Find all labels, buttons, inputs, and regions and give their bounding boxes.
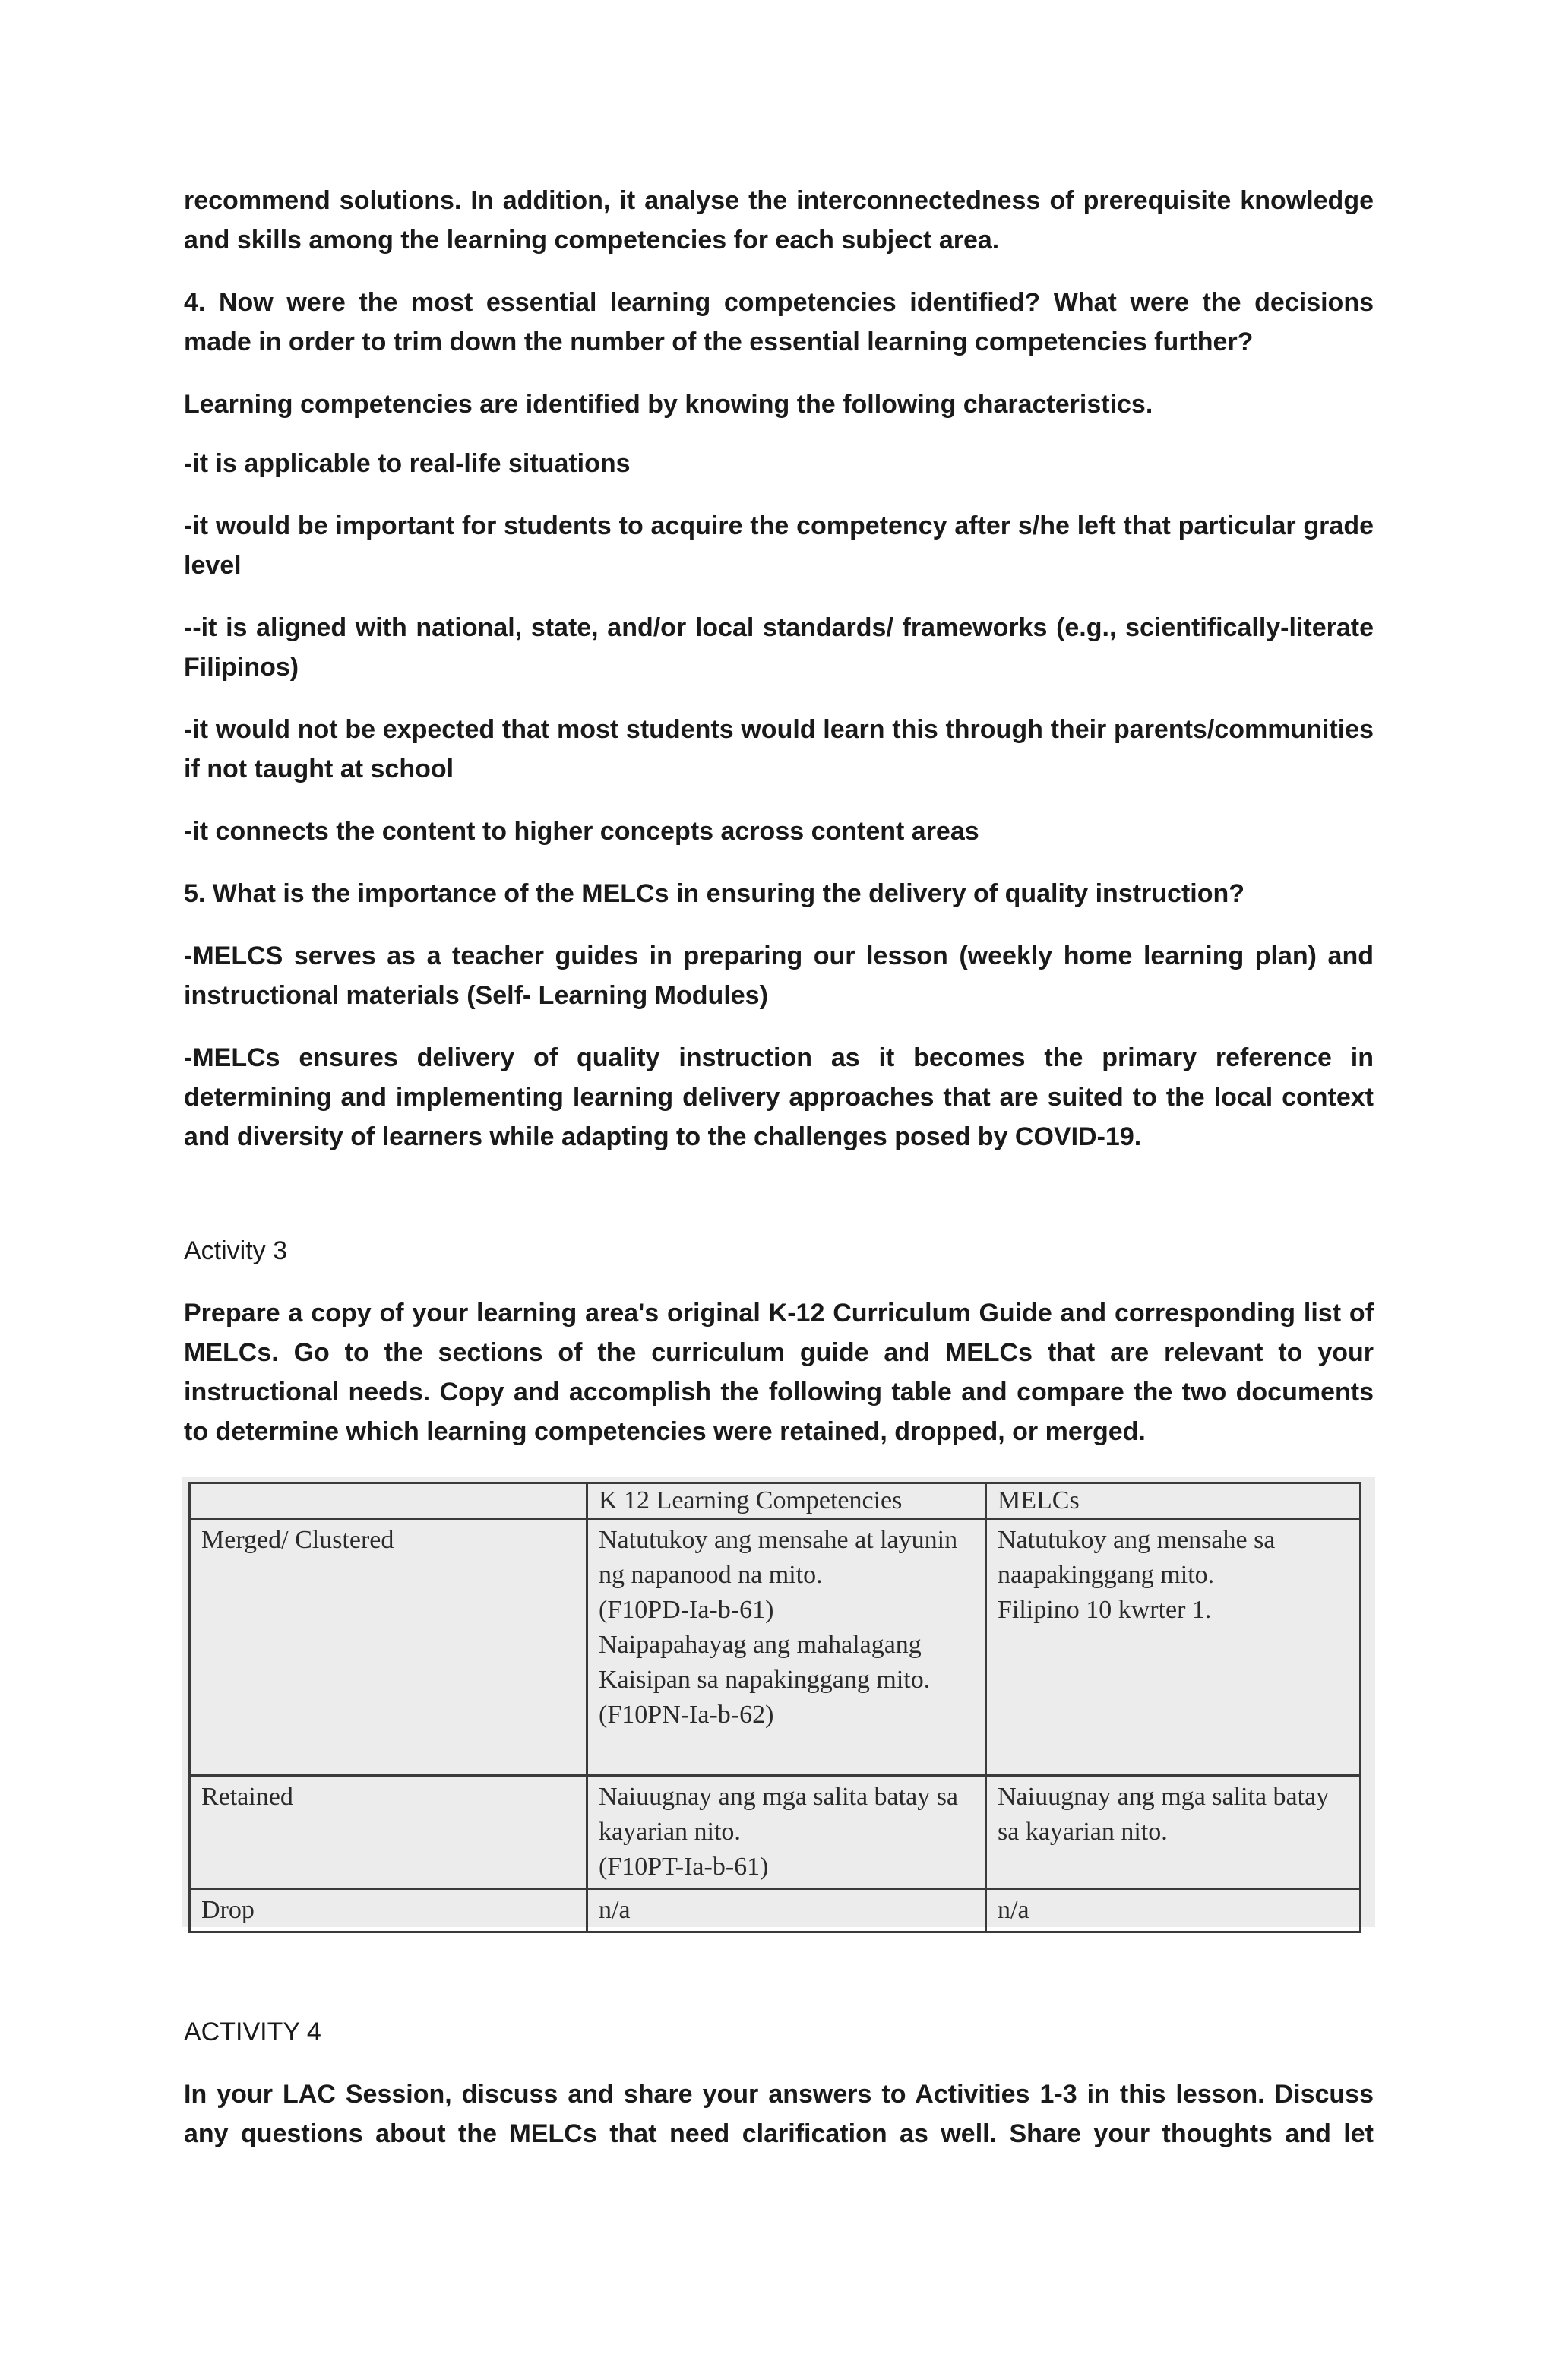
activity-3-section [184, 1231, 1374, 1451]
k12-cell: n/a [587, 1889, 986, 1932]
melcs-cell: Naiuugnay ang mga salita batay sa kayarian nito. [986, 1776, 1361, 1889]
question-5: 5. What is the importance of the MELCs in ensuring the delivery of quality instruction? [184, 879, 1245, 908]
row-label-cell: Drop [190, 1889, 587, 1932]
table-header-cell: K 12 Learning Competencies [587, 1483, 986, 1519]
top-text-section [184, 181, 1374, 1157]
characteristic-item: -it is applicable to real-life situations [184, 449, 631, 478]
characteristic-item: -it connects the content to higher concepts across content areas [184, 817, 979, 846]
activity-3-body: Prepare a copy of your learning area's original K-12 Curriculum Guide and corresponding list of MELCs. Go to the sections of the curriculum guide and MELCs that are relevant to your instructional needs. Copy and accomplish the following table and compare the two documents to determine which learning competencies were retained, dropped, or merged. [184, 1299, 1374, 1446]
activity-4-section [184, 2012, 1374, 2154]
characteristic-item: -it would not be expected that most students would learn this through their parents/communities if not taught at school [184, 715, 1374, 783]
competency-table [188, 1482, 1362, 1933]
table-row [190, 1776, 1361, 1889]
melcs-cell: Natutukoy ang mensahe sa naapakinggang mito. Filipino 10 kwrter 1. [986, 1519, 1361, 1776]
melcs-cell: n/a [986, 1889, 1361, 1932]
row-label-cell: Merged/ Clustered [190, 1519, 587, 1776]
table-header-row [190, 1483, 1361, 1519]
answer-item: -MELCs ensures delivery of quality instruction as it becomes the primary reference in determining and implementing learning delivery approaches that are suited to the local context and diversity of learners while adapting to the challenges posed by COVID-19. [184, 1043, 1374, 1151]
activity-3-title: Activity 3 [184, 1236, 288, 1265]
competency-table-image [182, 1477, 1375, 1927]
question-4: 4. Now were the most essential learning competencies identified? What were the decisions made in order to trim down the number of the essential learning competencies further? [184, 288, 1374, 356]
activity-4-body: In your LAC Session, discuss and share your answers to Activities 1-3 in this lesson. Discuss any questions about the MELCs that need clarification as well. Share your thoughts and let [184, 2080, 1374, 2148]
k12-cell: Naiuugnay ang mga salita batay sa kayarian nito. (F10PT-Ia-b-61) [587, 1776, 986, 1889]
characteristic-item: --it is aligned with national, state, and/or local standards/ frameworks (e.g., scientifically-literate Filipinos) [184, 613, 1374, 682]
activity-4-title: ACTIVITY 4 [184, 2018, 321, 2046]
answer-item: -MELCS serves as a teacher guides in preparing our lesson (weekly home learning plan) and instructional materials (Self- Learning Modules) [184, 942, 1374, 1010]
characteristic-item: -it would be important for students to acquire the competency after s/he left that particular grade level [184, 511, 1374, 580]
characteristics-intro: Learning competencies are identified by knowing the following characteristics. [184, 390, 1153, 419]
table-row [190, 1889, 1361, 1932]
k12-cell: Natutukoy ang mensahe at layunin ng napanood na mito. (F10PD-Ia-b-61) Naipapahayag ang mahalagang Kaisipan sa napakinggang mito. (F10PN-Ia-b-62) [587, 1519, 986, 1776]
paragraph-continuation: recommend solutions. In addition, it analyse the interconnectedness of prerequisite knowledge and skills among the learning competencies for each subject area. [184, 186, 1374, 255]
row-label-cell: Retained [190, 1776, 587, 1889]
table-header-cell [190, 1483, 587, 1519]
table-header-cell: MELCs [986, 1483, 1361, 1519]
table-row [190, 1519, 1361, 1776]
